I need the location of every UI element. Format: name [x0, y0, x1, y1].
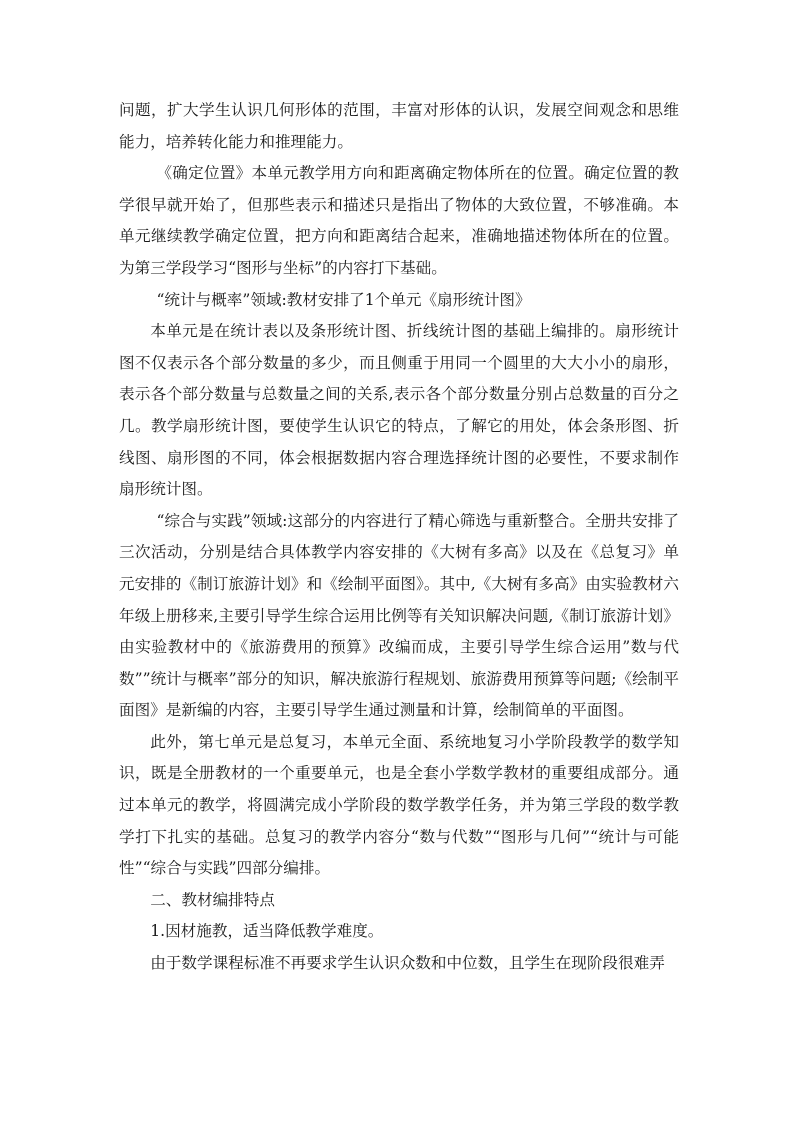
paragraph-position-unit: 《确定位置》本单元教学用方向和距离确定物体所在的位置。确定位置的教学很早就开始了，但那些表示和描述只是指出了物体的大致位置，不够准确。本单元继续教学确定位置，把方向和距离结合起来，准确地描述物体所在的位置。为第三学段学习“图形与坐标”的内容打下基础。 [119, 164, 679, 277]
paragraph-statistics-domain: “统计与概率”领域:教材安排了1个单元《扇形统计图》 [156, 290, 531, 309]
paragraph-continuation: 问题，扩大学生认识几何形体的范围，丰富对形体的认识，发展空间观念和思维能力，培养转化能力和推理能力。 [119, 101, 679, 151]
document-body [119, 95, 679, 980]
section-heading: 二、教材编排特点 [150, 890, 275, 909]
subsection-heading: 1.因材施教，适当降低教学难度。 [150, 922, 384, 941]
paragraph-review-unit: 此外，第七单元是总复习，本单元全面、系统地复习小学阶段教学的数学知识，既是全册教材的一个重要单元，也是全套小学数学教材的重要组成部分。通过本单元的教学，将圆满完成小学阶段的数学教学任务，并为第三学段的数学教学打下扎实的基础。总复习的教学内容分“数与代数”“图形与几何”“统计与可能性”“综合与实践”四部分编排。 [119, 732, 679, 878]
paragraph-pie-chart-unit: 本单元是在统计表以及条形统计图、折线统计图的基础上编排的。扇形统计图不仅表示各个部分数量的多少，而且侧重于用同一个圆里的大大小小的扇形，表示各个部分数量与总数量之间的关系,表示各个部分数量分别占总数量的百分之几。教学扇形统计图，要使学生认识它的特点，了解它的用处，体会条形图、折线图、扇形图的不同，体会根据数据内容合理选择统计图的必要性，不要求制作扇形统计图。 [119, 322, 679, 499]
paragraph-practice-domain: “综合与实践”领域:这部分的内容进行了精心筛选与重新整合。全册共安排了三次活动，分别是结合具体教学内容安排的《大树有多高》以及在《总复习》单元安排的《制订旅游计划》和《绘制平面图》。其中,《大树有多高》由实验教材六年级上册移来,主要引导学生综合运用比例等有关知识解决问题,《制订旅游计划》由实验教材中的《旅游费用的预算》改编而成，主要引导学生综合运用”数与代数””统计与概率”部分的知识，解决旅游行程规划、旅游费用预算等问题;《绘制平面图》是新编的内容，主要引导学生通过测量和计算，绘制简单的平面图。 [119, 511, 679, 720]
paragraph-difficulty: 由于数学课程标准不再要求学生认识众数和中位数，且学生在现阶段很难弄 [150, 954, 665, 973]
